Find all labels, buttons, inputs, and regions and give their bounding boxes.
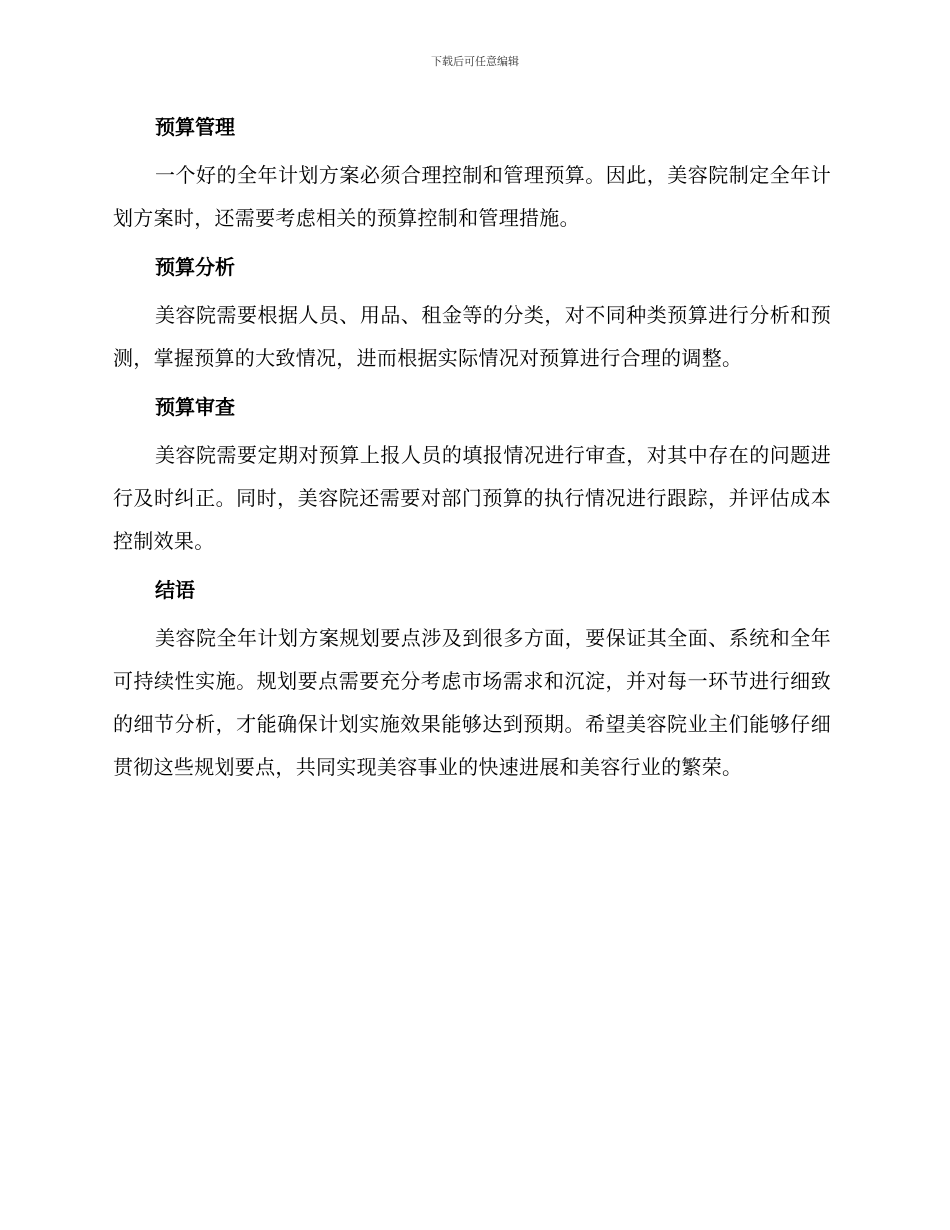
section-heading: 结语 — [155, 578, 195, 602]
section-budget-review — [113, 392, 831, 563]
section-conclusion — [113, 575, 831, 789]
section-paragraph: 一个好的全年计划方案必须合理控制和管理预算。因此，美容院制定全年计划方案时，还需要考虑相关的预算控制和管理措施。 — [113, 163, 831, 230]
section-heading: 预算审查 — [155, 395, 235, 419]
section-paragraph: 美容院需要根据人员、用品、租金等的分类，对不同种类预算进行分析和预测，掌握预算的大致情况，进而根据实际情况对预算进行合理的调整。 — [113, 303, 831, 370]
section-heading: 预算管理 — [155, 115, 235, 139]
document-body — [113, 112, 831, 801]
section-budget-analysis — [113, 252, 831, 380]
header-note: 下载后可任意编辑 — [431, 55, 519, 68]
section-budget-management — [113, 112, 831, 240]
section-heading: 预算分析 — [155, 255, 235, 279]
section-paragraph: 美容院全年计划方案规划要点涉及到很多方面，要保证其全面、系统和全年可持续性实施。规划要点需要充分考虑市场需求和沉淀，并对每一环节进行细致的细节分析，才能确保计划实施效果能够达到预期。希望美容院业主们能够仔细贯彻这些规划要点，共同实现美容事业的快速进展和美容行业的繁荣。 — [113, 626, 831, 779]
section-paragraph: 美容院需要定期对预算上报人员的填报情况进行审查，对其中存在的问题进行及时纠正。同时，美容院还需要对部门预算的执行情况进行跟踪，并评估成本控制效果。 — [113, 443, 831, 553]
